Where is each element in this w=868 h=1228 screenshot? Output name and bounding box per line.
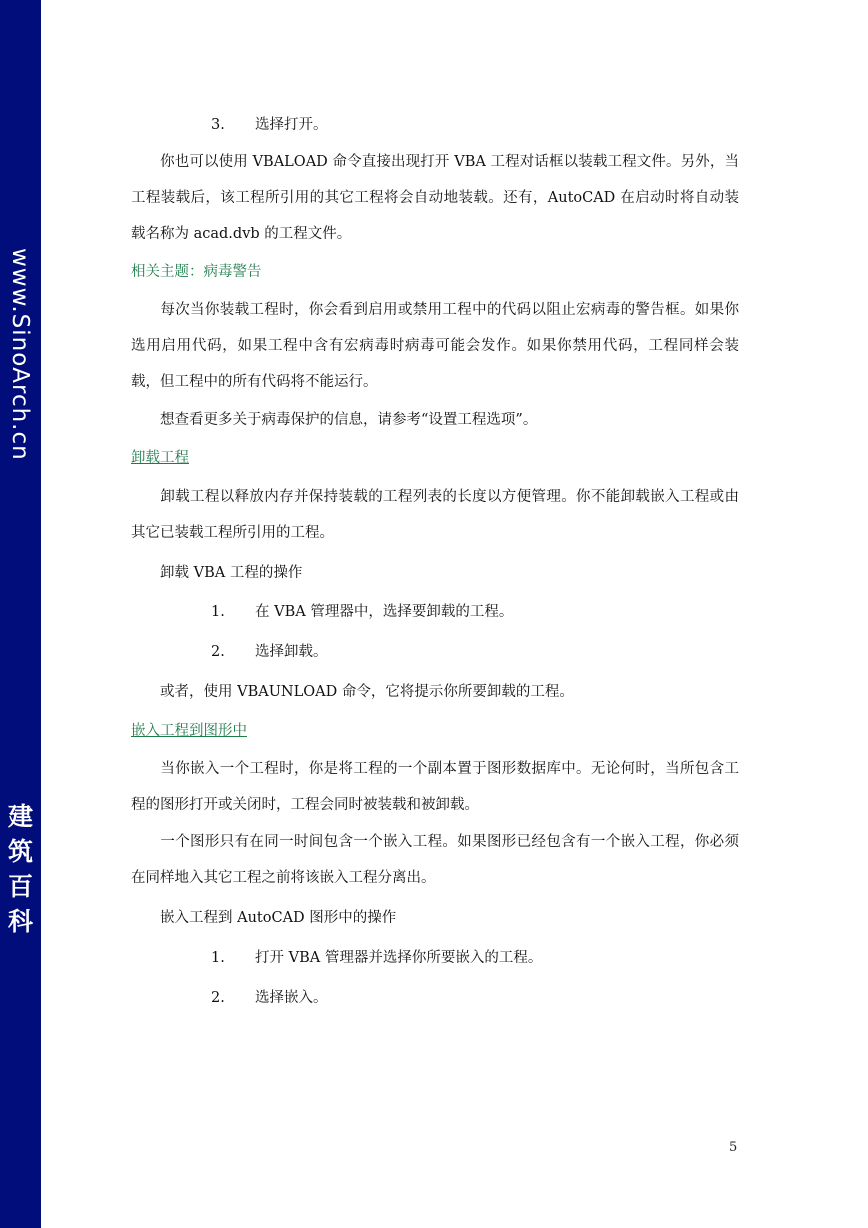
list-text: 打开 VBA 管理器并选择你所要嵌入的工程。 xyxy=(255,950,543,966)
paragraph-unload xyxy=(131,479,739,551)
list-text: 在 VBA 管理器中，选择要卸载的工程。 xyxy=(255,604,514,620)
heading-embed[interactable]: 嵌入工程到图形中 xyxy=(131,723,247,739)
list-item xyxy=(211,640,328,661)
list-text: 选择卸载。 xyxy=(255,644,328,660)
paragraph-text: 每次当你装载工程时，你会看到启用或禁用工程中的代码以阻止宏病毒的警告框。如果你选用启用代码，如果工程中含有宏病毒时病毒可能会发作。如果你禁用代码，工程同样会装载，但工程中的所有代码将不能运行。 xyxy=(131,302,739,390)
brand-char: 百 xyxy=(7,872,33,901)
list-item-open xyxy=(211,113,328,134)
paragraph-embed-2 xyxy=(131,824,739,896)
sidebar-brand xyxy=(0,800,41,940)
list-number: 1. xyxy=(211,950,225,966)
paragraph-text: 一个图形只有在同一时间包含一个嵌入工程。如果图形已经包含有一个嵌入工程，你必须在同样地入其它工程之前将该嵌入工程分离出。 xyxy=(131,834,739,886)
list-number: 2. xyxy=(211,990,225,1006)
sidebar-url xyxy=(0,248,41,498)
paragraph-vbaload xyxy=(131,144,739,252)
paragraph-text: 你也可以使用 VBALOAD 命令直接出现打开 VBA 工程对话框以装载工程文件。另外，当工程装载后，该工程所引用的其它工程将会自动地装载。还有，AutoCAD 在启动时将自动装载名称为 acad.dvb 的工程文件。 xyxy=(131,154,739,242)
paragraph-text: 卸载工程以释放内存并保持装载的工程列表的长度以方便管理。你不能卸载嵌入工程或由其它已装载工程所引用的工程。 xyxy=(131,489,739,541)
list-text: 选择打开。 xyxy=(255,117,328,133)
paragraph-embed-1 xyxy=(131,751,739,823)
brand-char: 建 xyxy=(7,802,33,831)
sidebar-banner xyxy=(0,0,41,1228)
paragraph-virus xyxy=(131,292,739,400)
list-item xyxy=(211,600,513,621)
paragraph-vbaunload: 或者，使用 VBAUNLOAD 命令，它将提示你所要卸载的工程。 xyxy=(160,684,574,700)
list-number: 2. xyxy=(211,644,225,660)
list-number: 3. xyxy=(211,117,225,133)
list-item xyxy=(211,986,328,1007)
paragraph-more-info xyxy=(131,402,739,438)
heading-unload[interactable]: 卸载工程 xyxy=(131,450,189,466)
unload-steps-title: 卸载 VBA 工程的操作 xyxy=(160,565,303,581)
list-number: 1. xyxy=(211,604,225,620)
paragraph-text: 想查看更多关于病毒保护的信息，请参考“设置工程选项”。 xyxy=(160,412,538,428)
brand-char: 科 xyxy=(7,907,33,936)
list-item xyxy=(211,946,542,967)
embed-steps-title: 嵌入工程到 AutoCAD 图形中的操作 xyxy=(160,910,397,926)
paragraph-text: 当你嵌入一个工程时，你是将工程的一个副本置于图形数据库中。无论何时，当所包含工程的图形打开或关闭时，工程会同时被装载和被卸载。 xyxy=(131,761,739,813)
list-text: 选择嵌入。 xyxy=(255,990,328,1006)
brand-char: 筑 xyxy=(7,837,33,866)
related-topic-link[interactable]: 相关主题：病毒警告 xyxy=(131,264,262,280)
sidebar-url-text: www.SinoArch.cn xyxy=(7,248,33,461)
page-number: 5 xyxy=(729,1140,738,1155)
